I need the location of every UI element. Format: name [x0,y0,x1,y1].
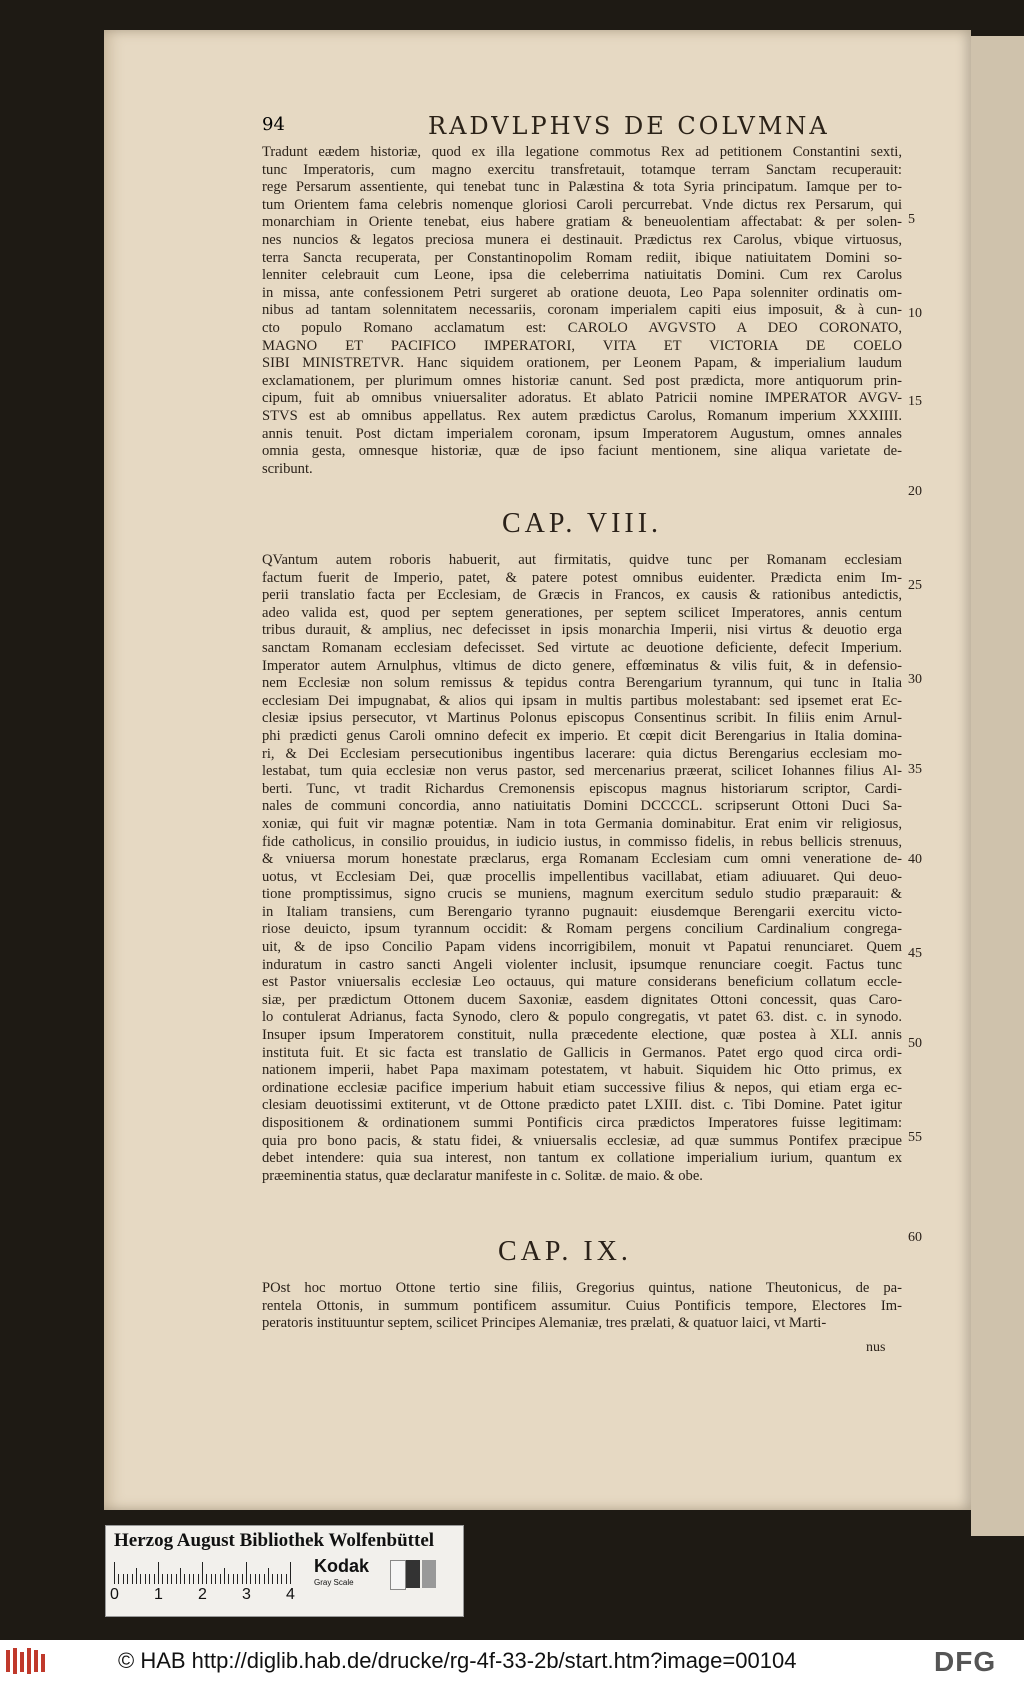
text-line: peratoris instituuntur septem, scilicet Principes Alemaniæ, tres prælati, & quatuor laici, vt Marti- [262,1315,827,1332]
text-line: riose deuicto, ipsum tyrannum occidit: & Romam pergens concilium Cardinalium congrega- [262,921,902,938]
text-line: nibus ad tantam solennitatem necessariis, coronam imperialem capiti eius imposuit, & à cun- [262,302,902,319]
ruler-tick [250,1574,251,1584]
text-line: tione promptissimus, signo crucis se muniens, magnum exercitum sedulo studio præparauit: & [262,886,902,903]
ruler-tick [154,1574,155,1584]
text-line: tunc Imperatoris, cum magno exercitu transfretauit, totamque terram Sanctam recuperauit: [262,161,902,178]
ruler-tick [215,1574,216,1584]
ruler-tick [145,1574,146,1584]
line-number: 60 [908,1230,922,1245]
ruler-tick [246,1562,247,1584]
text-line: rentela Ottonis, in summum pontificem assumitur. Cuius Pontificis tempore, Electores Im- [262,1297,902,1314]
line-number: 15 [908,394,922,409]
ruler-number: 1 [154,1586,163,1603]
ruler-tick [114,1562,115,1584]
line-number: 30 [908,672,922,687]
copyright-url[interactable]: © HAB http://diglib.hab.de/drucke/rg-4f-33-2b/start.htm?image=00104 [118,1648,797,1673]
ruler-tick [206,1574,207,1584]
ruler-tick [255,1574,256,1584]
ruler-tick [277,1574,278,1584]
chapter-heading-8: CAP. VIII. [502,508,663,539]
text-line: lenniter celebrauit cum Leone, ipsa die celeberrima natiuitatis Domini. Cum rex Carolus [262,267,902,284]
kodak-brand: Kodak [314,1556,370,1576]
ruler-tick [184,1574,185,1584]
text-line: nales de communi concordia, anno natiuitatis Domini DCCCCL. scripserunt Ottoni Duci Sa- [262,798,902,815]
line-number: 50 [908,1036,922,1051]
running-title: RADVLPHVS DE COLVMNA [428,112,830,140]
ruler-tick [220,1574,221,1584]
text-line: Imperator autem Arnulphus, vltimus de dicto genere, effœminatus & vilis fuit, & in defensio- [262,657,902,674]
text-line: ri, & Dei Ecclesiam persecutionibus ingentibus lacerare: quia dictus Berengarius ecclesiam mo- [262,745,902,762]
ruler-tick [286,1574,287,1584]
line-number: 20 [908,484,922,499]
text-line: exclamationem, per plurimum omnes historiæ canunt. Sed post prædicta, more antiquorum prin- [262,372,902,389]
text-line: fide catholicus, in consilio prouidus, in iudicio iustus, in commisso fidelis, in rebus bellicis strenuus, [262,833,902,850]
text-line: induratum in castro sancti Angeli violenter inclusit, ipsumque renunciare coegit. Factus tunc [262,956,902,973]
library-color-card [105,1525,464,1617]
ruler-tick [127,1574,128,1584]
text-line: & vniuersa morum honestate præclarus, erga Romanam Ecclesiam cum omni veneratione de- [262,851,902,868]
line-number: 25 [908,578,922,593]
ruler-number: 2 [198,1586,207,1603]
ruler-number: 0 [110,1586,119,1603]
text-line: factum fuerit de Imperio, patet, & patere potest omnibus euidenter. Prædicta enim Im- [262,569,902,586]
text-line: STVS est ab omnibus appellatus. Rex autem prædictus Carolus, Romanum imperium XXXIIII. [262,407,902,424]
text-line: phi prædicti genus Caroli omnino defecit ex imperio. Et cœpit dicit Berengarius in Italia domina- [262,727,902,744]
ruler-tick [211,1574,212,1584]
ruler-tick [272,1574,273,1584]
text-line: ecclesiam Dei impugnabat, & alios qui ipsam in multis partibus molestabant: sed ipsemet erat Ec- [262,692,902,709]
library-name: Herzog August Bibliothek Wolfenbüttel [114,1530,435,1551]
text-line: berti. Tunc, vt tradit Richardus Cremonensis episcopus magnus historiarum scriptor, Cardi- [262,780,902,797]
text-line: uotus, vt Ecclesiam Dei, quæ procellis impellentibus vacillabat, etiam adiuuaret. Qui deuo- [262,868,902,885]
text-line: debet intendere: quia sua interest, non tantum ex collatione imperialium iurium, quantum ex [262,1150,902,1167]
line-number: 35 [908,762,922,777]
text-line: omnia gesta, omnesque historiæ, quæ de ipso faciunt mentionem, sine aliqua varietate de- [262,443,902,460]
text-line: Insuper ipsum Imperatorem constituit, nulla præcedente electione, quæ postea à XLI. annis [262,1027,902,1044]
text-line: monarchiam in Oriente tenebat, eius habere gratiam & beneuolentiam affectabat: & per solen- [262,214,902,231]
catchword: nus [866,1340,886,1355]
text-block-2 [262,552,902,1185]
text-line: ordinatione ecclesiæ pacifice imperium habuit etiam successive filius & nepos, qui etiam erga ec- [262,1079,902,1096]
ruler-tick [233,1574,234,1584]
swatch-white [390,1560,406,1590]
text-line: lestabat, tum quia ecclesiæ non verus pastor, sed mercenarius præerat, scilicet Iohannes filius Al- [262,763,902,780]
ruler-tick [228,1574,229,1584]
text-line: rege Persarum assentiente, qui tenebat tunc in Palæstina & tota Syria principatum. Iamque per to- [262,179,902,196]
text-line: nes nuncios & legatos preciosa munera ei destinauit. Prædictus rex Carolus, vbique virtuosus, [262,231,902,248]
ruler-tick [224,1568,225,1584]
line-number: 40 [908,852,922,867]
text-line: perii translatio facta per Ecclesiam, de Græcis in Francos, ex causis & rationibus antedictis, [262,587,902,604]
ruler-number: 3 [242,1586,251,1603]
text-line: in missa, ante confessionem Petri surgeret ab oratione deuota, Leo Papa solenniter ordinatis om- [262,284,902,301]
text-line: sanctam Romanam ecclesiam defecisset. Sed virtute ac deuotione deficiente, defecit Imperium. [262,639,902,656]
text-line: uit, & de ipso Concilio Papam videns incorrigibilem, monuit vt Papatui renunciaret. Quem [262,939,902,956]
text-line: Tradunt eædem historiæ, quod ex illa legatione commotus Rex ad petitionem Constantini sexti, [262,144,902,160]
ruler-tick [171,1574,172,1584]
ruler-tick [136,1568,137,1584]
page-number: 94 [262,114,285,135]
text-line: QVantum autem roboris habuerit, aut firmitatis, quidve tunc per Romanam ecclesiam [262,552,902,568]
text-line: scribunt. [262,460,313,477]
text-line: terra Sancta recuperata, per Constantinopolim Romam rediit, ibique natiuitatem Domini so- [262,249,902,266]
text-block-1 [262,144,902,478]
ruler-tick [198,1574,199,1584]
dfg-logo: DFG [934,1646,997,1677]
swatch-gray [422,1560,436,1588]
ruler-tick [123,1574,124,1584]
swatch-dark [406,1560,420,1588]
ruler-tick [158,1562,159,1584]
ruler-tick [290,1562,291,1584]
text-line: tribus durauit, & amplius, nec defecisset in ipsis monarchia Imperii, nisi virtus & deuotio erga [262,622,902,639]
text-line: MAGNO ET PACIFICO IMPERATORI, VITA ET VICTORIA DE COELO [262,337,902,354]
ruler-tick [193,1574,194,1584]
ruler-tick [149,1574,150,1584]
text-line: in Italiam transiens, cum Berengario tyranno pugnauit: eiusdemque Berengarii exercitu victo- [262,903,902,920]
text-line: xoniæ, qui fuit vir magnæ potentiæ. Nam in tota Germania dominabitur. Erat enim vir religiosus, [262,815,902,832]
gray-scale-label: Gray Scale [314,1578,354,1587]
ruler-tick [242,1574,243,1584]
ruler-tick [118,1574,119,1584]
line-number: 55 [908,1130,922,1145]
text-line: siæ, per prædictum Ottonem ducem Saxoniæ, easdem dignitates Ottoni concessit, quas Caro- [262,991,902,1008]
chapter-heading-9: CAP. IX. [498,1236,632,1267]
footer-bar [0,1640,1024,1683]
ruler-tick [162,1574,163,1584]
text-block-3 [262,1280,902,1333]
line-number: 10 [908,306,922,321]
text-line: tum Orientem fama celebris nomenque gloriosi Caroli percurrebat. Vnde dictus rex Persarum, qui [262,196,902,213]
text-line: annis tenuit. Post dictam imperialem coronam, ipsum Imperatorem Augustum, omnes annales [262,425,902,442]
ruler-number: 4 [286,1586,295,1603]
text-line: est Pastor vniuersalis ecclesiæ Leo octauus, qui mature considerans beneficium collatum eccle- [262,974,902,991]
text-line: cto populo Romano acclamatum est: CAROLO AVGVSTO A DEO CORONATO, [262,319,902,336]
text-line: POst hoc mortuo Ottone tertio sine filiis, Gregorius quintus, natione Theutonicus, de pa- [262,1280,902,1296]
text-line: nem Ecclesiæ non solum remissus & tepidus contra Berengarium tyrannum, qui tunc in Italia [262,675,902,692]
ruler-tick [264,1574,265,1584]
ruler-tick [176,1574,177,1584]
facing-page-edge [971,36,1024,1536]
text-line: SIBI MINISTRETVR. Hanc siquidem orationem, per Leonem Papam, & imperialium laudum [262,355,902,372]
ruler-tick [189,1574,190,1584]
ruler-tick [237,1574,238,1584]
text-line: instituta fuit. Et sic facta est translatio de Gallicis in Germanos. Patet ergo quod circa ordi- [262,1044,902,1061]
ruler-tick [268,1568,269,1584]
hab-logo-icon [4,1646,50,1676]
ruler-tick [259,1574,260,1584]
text-line: cipum, fuit ab omnibus vniuersaliter adoratus. Et ablato Patricii nomine IMPERATOR AVGV- [262,390,902,407]
ruler-tick [180,1568,181,1584]
ruler-tick [167,1574,168,1584]
text-line: nationem imperii, habet Papa maximam potestatem, vt habuit. Siquidem hic Otto primus, ex [262,1062,902,1079]
ruler-tick [281,1574,282,1584]
text-line: lo contulerat Adrianus, facta Synodo, clero & populo congregatis, vt patet 63. dist. c. in synodo. [262,1009,902,1026]
text-line: dispositionem & ordinationem summi Pontificis circa prædictos Imperatores fuisse legitimam: [262,1115,902,1131]
text-line: præeminentia status, quæ declaratur manifeste in c. Solitæ. de maio. & obe. [262,1167,703,1184]
line-number: 45 [908,946,922,961]
ruler [114,1562,304,1584]
text-line: clesiæ ipsius persecutor, vt Martinus Polonus episcopus Consentinus scribit. In filiis enim Arnul- [262,710,902,727]
ruler-tick [132,1574,133,1584]
line-number: 5 [908,212,915,227]
ruler-tick [140,1574,141,1584]
ruler-tick [202,1562,203,1584]
text-line: adeo valida est, quod per septem generationes, per septem scilicet Imperatores, annis centum [262,604,902,621]
text-line: clesiam deuotissimi extiterunt, vt de Ottone prædicto patet LXIII. dist. c. Tibi Domine. Patet igitur [262,1097,902,1114]
text-line: quia pro bono pacis, & statu fidei, & vniuersalis ecclesiæ, ad quæ summus Pontifex præcipue [262,1132,902,1149]
